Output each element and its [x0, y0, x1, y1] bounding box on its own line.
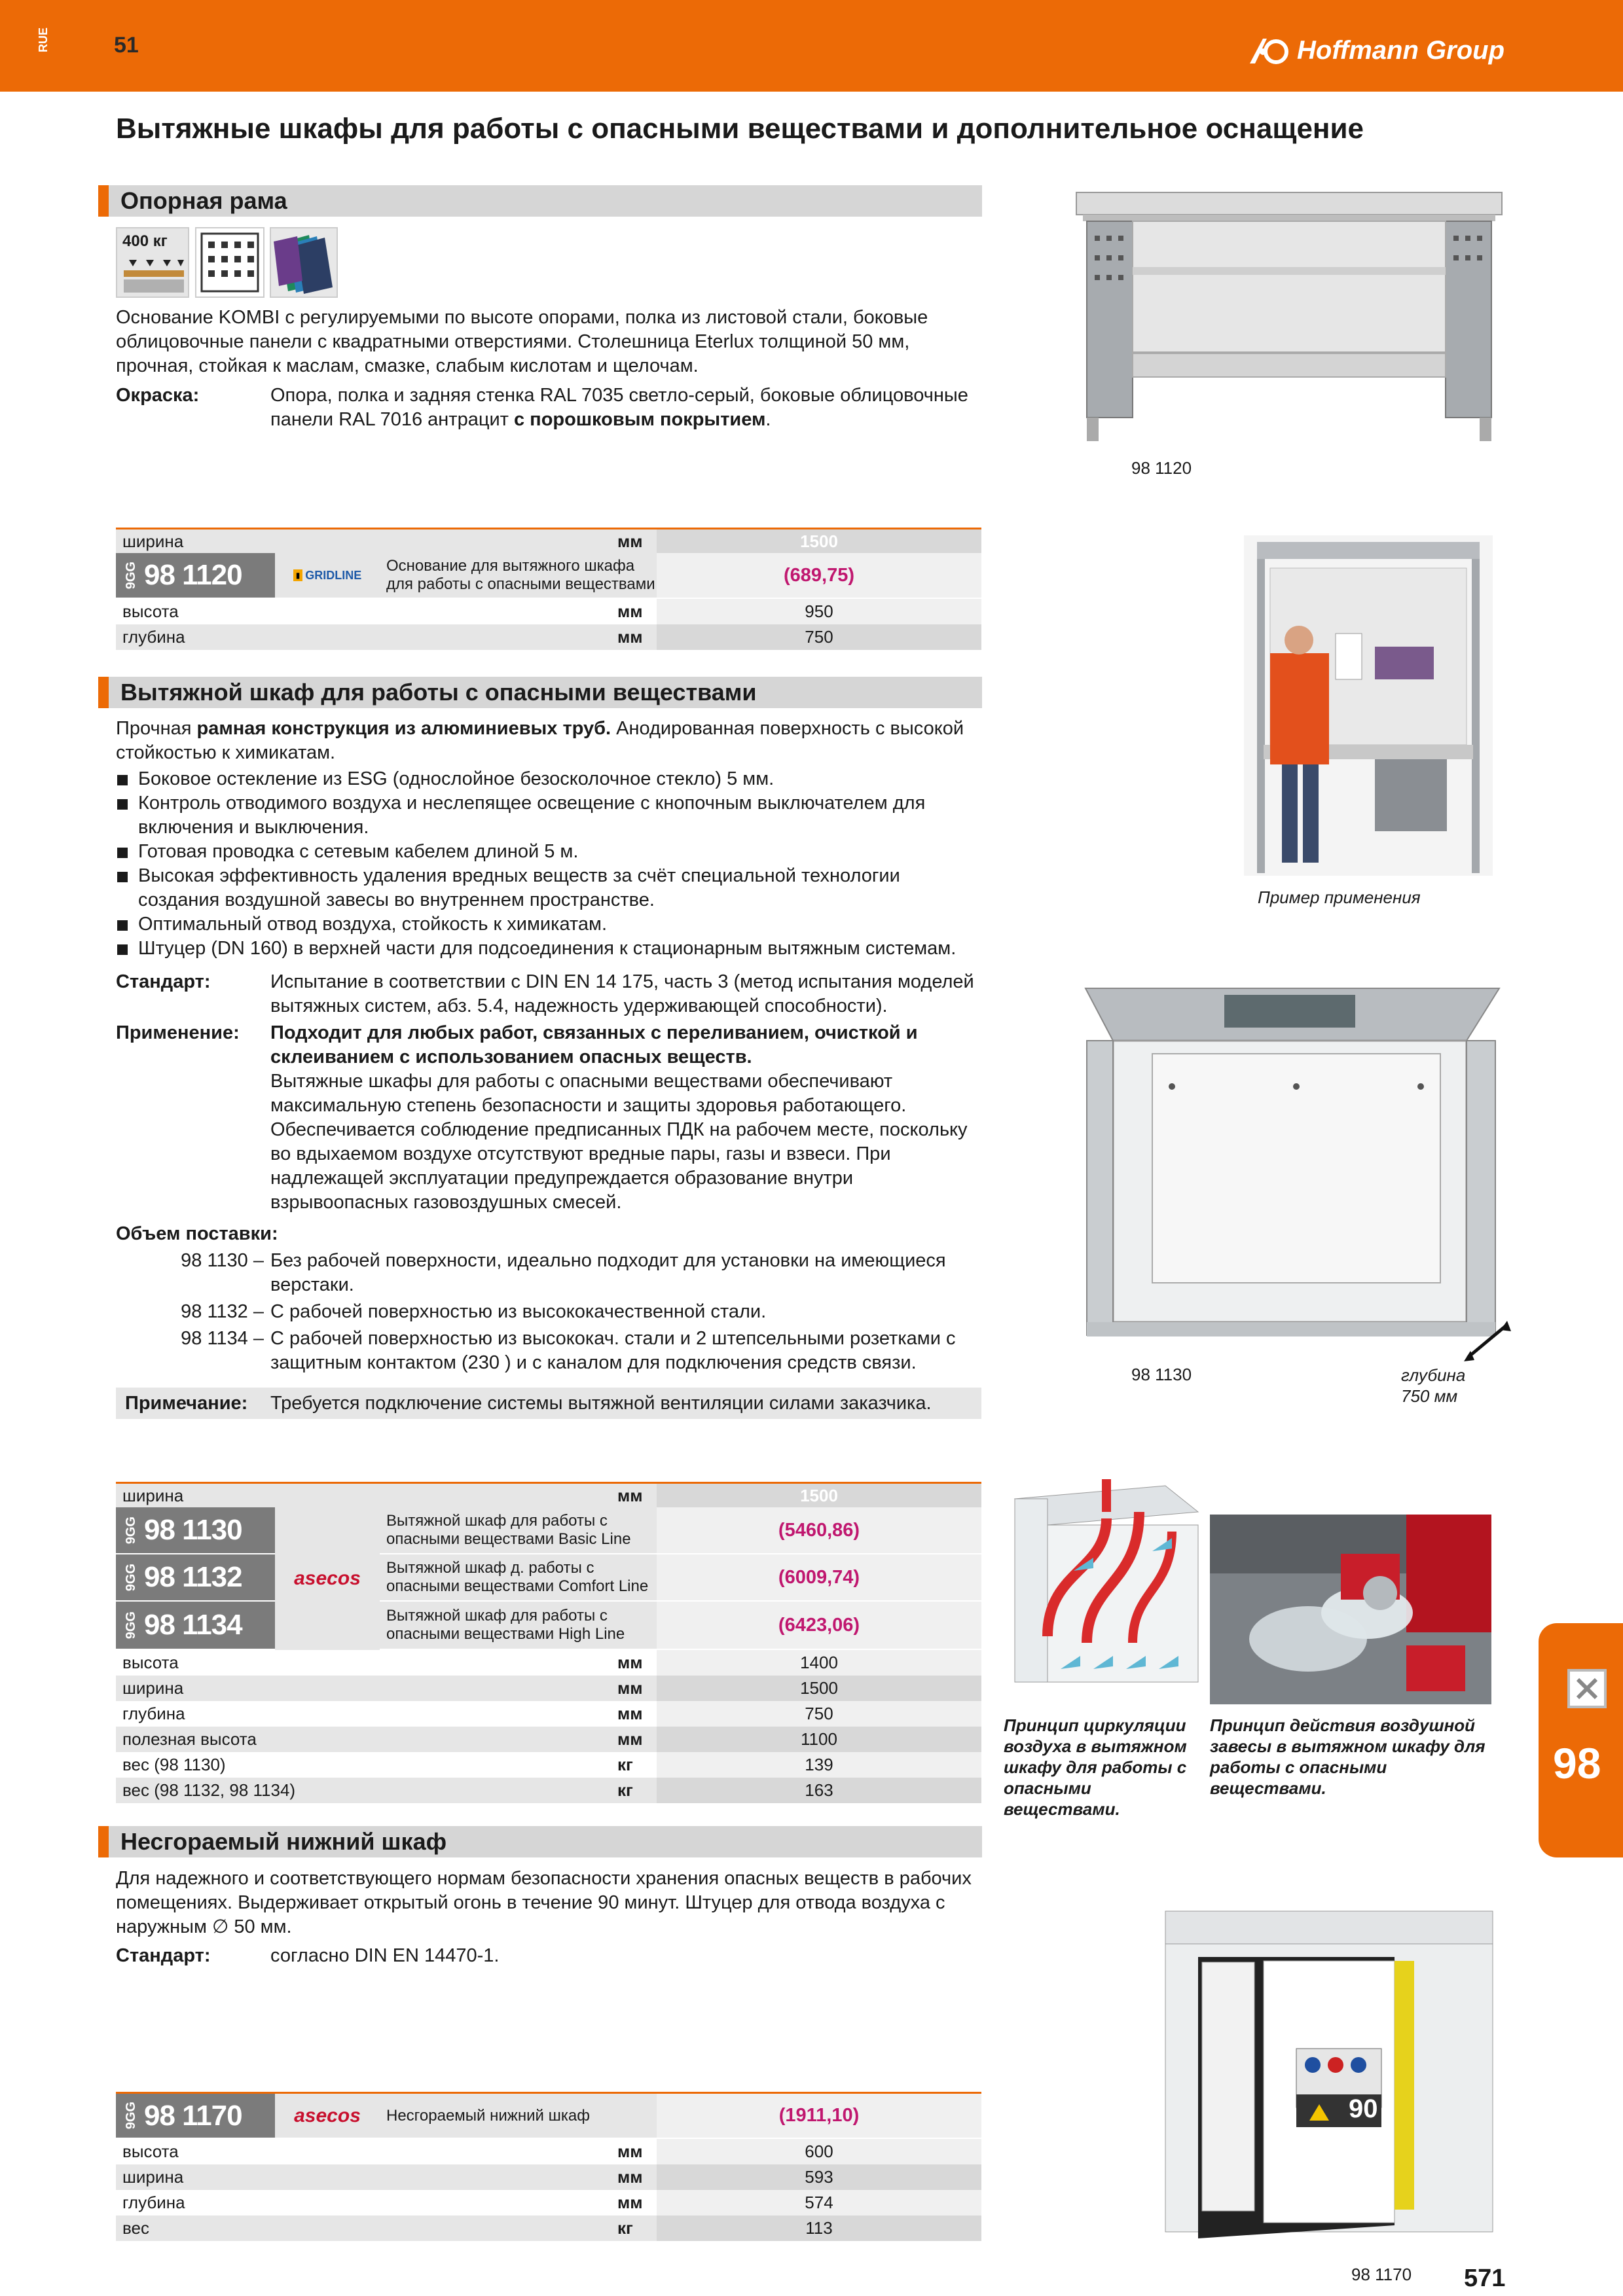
product-row-98-1120[interactable] — [116, 553, 981, 599]
fireproof-image-caption: 98 1170 — [1351, 2265, 1412, 2284]
chapter-tab[interactable] — [1539, 1623, 1623, 1857]
list-item: 98 1130 – Без рабочей поверхности, идеально подходит для установки на имеющиеся верстаки. — [181, 1250, 946, 1295]
standard-row: Стандарт: Испытание в соответствии с DIN EN 14 175, часть 3 (метод испытания моделей вытяжных систем, абз. 5.4, надежность удерживающей способности). — [116, 971, 974, 1016]
close-icon — [1567, 1669, 1607, 1708]
application-row: Применение: Подходит для любых работ, связанных с переливанием, очисткой и склеиванием с использованием опасных веществ. Вытяжные шкафы для работы с опасными веществами обеспечивают максимальную степень безопасности и защиты здоровья работающего. Обеспечивается соблюдение предписанных ПДК на рабочем месте, поскольку во вдыхаемом воздухе отсутствуют вредные пары, газы и взвеси. При надлежащей эксплуатации предупреждается образование внутри взрывоопасных газовоздушных смесей. — [116, 1022, 968, 1213]
product-price: (6423,06) — [657, 1602, 981, 1649]
paint-text-main: Опора, полка и задняя стенка RAL 7035 светло-серый, боковые облицовочные панели RAL 7016 антрацит — [270, 385, 968, 430]
table-row: ширина мм 1500 — [116, 1482, 981, 1507]
table-row: глубина мм 574 — [116, 2190, 981, 2215]
article-number: 9GG 98 1170 — [116, 2094, 275, 2138]
supply-list — [116, 1249, 980, 1375]
table-row: высота мм 950 — [116, 599, 981, 624]
feature-list — [116, 767, 980, 961]
list-item: 98 1134 – С рабочей поверхностью из высококач. стали и 2 штепсельными розетками с защитным контактом (230 ) и с каналом для подключения средств связи. — [181, 1328, 956, 1373]
fume-cabinet-intro: Прочная рамная конструкция из алюминиевых труб. Анодированная поверхность с высокой стойкостью к химикатам. — [116, 718, 964, 763]
asecos-brand-logo: asecos — [275, 1507, 380, 1650]
fireproof-table — [116, 2092, 981, 2241]
fume-cabinet-image — [1074, 969, 1506, 1355]
chapter-number: 98 — [1553, 1739, 1601, 1787]
support-frame-image — [1074, 190, 1506, 445]
load-badge-text: 400 кг — [122, 232, 168, 250]
color-swatches-icon — [270, 227, 338, 298]
list-item: 98 1132 – С рабочей поверхностью из высококачественной стали. — [181, 1301, 767, 1322]
product-description: Несгораемый нижний шкаф — [380, 2094, 657, 2138]
section-title: Несгораемый нижний шкаф — [120, 1828, 447, 1855]
product-description: Основание для вытяжного шкафа для работы с опасными веществами — [380, 553, 657, 598]
paint-row — [116, 384, 980, 432]
table-row: ширина мм 593 — [116, 2164, 981, 2190]
list-item: Боковое остекление из ESG (однослойное безосколочное стекло) 5 мм. — [116, 767, 980, 791]
product-price: (1911,10) — [657, 2094, 981, 2138]
page-number: 571 — [1464, 2265, 1506, 2292]
load-capacity-icon — [116, 227, 189, 298]
circulation-caption: Принцип циркуляции воздуха в вытяжном шкафу для работы с опасными веществами. — [1004, 1715, 1187, 1819]
section-title: Опорная рама — [120, 187, 287, 214]
product-description: Вытяжной шкаф для работы с опасными веществами High Line — [380, 1602, 657, 1649]
table-row: ширина мм 1500 — [116, 528, 981, 553]
paint-text — [270, 384, 980, 432]
list-item: Оптимальный отвод воздуха, стойкость к химикатам. — [116, 912, 980, 937]
table-row: вес кг 113 — [116, 2215, 981, 2241]
product-group — [116, 1507, 981, 1650]
supply-label: Объем поставки: — [116, 1223, 278, 1244]
support-frame-description: Основание KOMBI с регулируемыми по высоте опорами, полка из листовой стали, боковые облицовочные панели с квадратными отверстиями. Столешница Eterlux толщиной 50 мм, прочная, стойкая к маслам, смазке, слабым кислотам и щелочам. — [116, 307, 928, 376]
article-number[interactable]: 9GG 98 1130 — [116, 1507, 275, 1554]
table-row: вес (98 1130) кг 139 — [116, 1752, 981, 1778]
list-item: Штуцер (DN 160) в верхней части для подсоединения к стационарным вытяжным системам. — [116, 937, 980, 961]
product-price: (689,75) — [657, 553, 981, 598]
air-circulation-diagram — [1008, 1473, 1205, 1689]
air-curtain-image — [1210, 1515, 1491, 1704]
brand-name: Hoffmann Group — [1297, 35, 1505, 65]
list-item: Контроль отводимого воздуха и неслепящее освещение с кнопочным выключателем для включения и выключения. — [116, 791, 980, 840]
fireproof-description: Для надежного и соответствующего нормам безопасности хранения опасных веществ в рабочих помещениях. Выдерживает открытый огонь в течение 90 минут. Штуцер для отвода воздуха с наружным ∅ 50 мм. — [116, 1868, 972, 1937]
page-title: Вытяжные шкафы для работы с опасными веществами и дополнительное оснащение — [116, 113, 1364, 145]
table-row: глубина мм 750 — [116, 624, 981, 650]
brand-logo — [1247, 34, 1504, 67]
section-accent — [98, 1826, 109, 1857]
product-row-98-1170[interactable] — [116, 2092, 981, 2139]
table-row: высота мм 1400 — [116, 1650, 981, 1676]
section-heading-support-frame — [98, 185, 982, 217]
table-row: глубина мм 750 — [116, 1701, 981, 1727]
perforated-panel-icon — [195, 227, 264, 298]
article-number: 9GG 98 1120 — [116, 553, 275, 598]
fireproof-cabinet-image — [1146, 1898, 1499, 2251]
fire-rating-badge: 90 — [1349, 2094, 1378, 2123]
table-row: ширина мм 1500 — [116, 1676, 981, 1701]
article-number[interactable]: 9GG 98 1132 — [116, 1554, 275, 1602]
paint-label: Окраска: — [116, 385, 200, 406]
fume-cabinet-table — [116, 1482, 981, 1803]
support-frame-image-caption: 98 1120 — [1131, 458, 1192, 478]
paint-text-end: . — [765, 409, 771, 430]
depth-arrow-icon — [1461, 1318, 1514, 1364]
section-heading-fireproof-cabinet — [98, 1826, 982, 1857]
air-curtain-caption: Принцип действия воздушной завесы в вытяжном шкафу для работы с опасными веществами. — [1210, 1715, 1486, 1798]
list-item: Высокая эффективность удаления вредных веществ за счёт специальной технологии создания воздушной завесы во внутреннем пространстве. — [116, 864, 980, 912]
section-accent — [98, 677, 109, 708]
product-description: Вытяжной шкаф д. работы с опасными веществами Comfort Line — [380, 1554, 657, 1602]
table-row: полезная высота мм 1100 — [116, 1727, 981, 1752]
article-number[interactable]: 9GG 98 1134 — [116, 1602, 275, 1649]
fume-cabinet-image-caption: 98 1130 — [1131, 1365, 1192, 1384]
hoffmann-logo-icon — [1247, 35, 1290, 66]
note-row: Примечание: Требуется подключение системы вытяжной вентиляции силами заказчика. — [116, 1388, 981, 1419]
depth-caption: глубина 750 мм — [1401, 1365, 1466, 1406]
application-example-caption: Пример применения — [1258, 888, 1421, 907]
product-price: (5460,86) — [657, 1507, 981, 1554]
paint-text-bold: с порошковым покрытием — [514, 409, 766, 430]
asecos-brand-logo: asecos — [275, 2094, 380, 2138]
application-example-image — [1244, 535, 1493, 876]
header-page-number: 51 — [114, 33, 139, 58]
table-row: вес (98 1132, 98 1134) кг 163 — [116, 1778, 981, 1803]
table-row: высота мм 600 — [116, 2139, 981, 2164]
fireproof-standard-row: Стандарт: согласно DIN EN 14470-1. — [116, 1945, 500, 1966]
section-title: Вытяжной шкаф для работы с опасными веществами — [120, 679, 757, 706]
product-price: (6009,74) — [657, 1554, 981, 1602]
gridline-brand-logo: ▮ GRIDLINE — [275, 553, 380, 598]
list-item: Готовая проводка с сетевым кабелем длиной 5 м. — [116, 840, 980, 864]
section-accent — [98, 185, 109, 217]
support-frame-table — [116, 528, 981, 650]
product-description: Вытяжной шкаф для работы с опасными веществами Basic Line — [380, 1507, 657, 1554]
section-heading-fume-cabinet — [98, 677, 982, 708]
language-code: RUE — [37, 27, 50, 53]
